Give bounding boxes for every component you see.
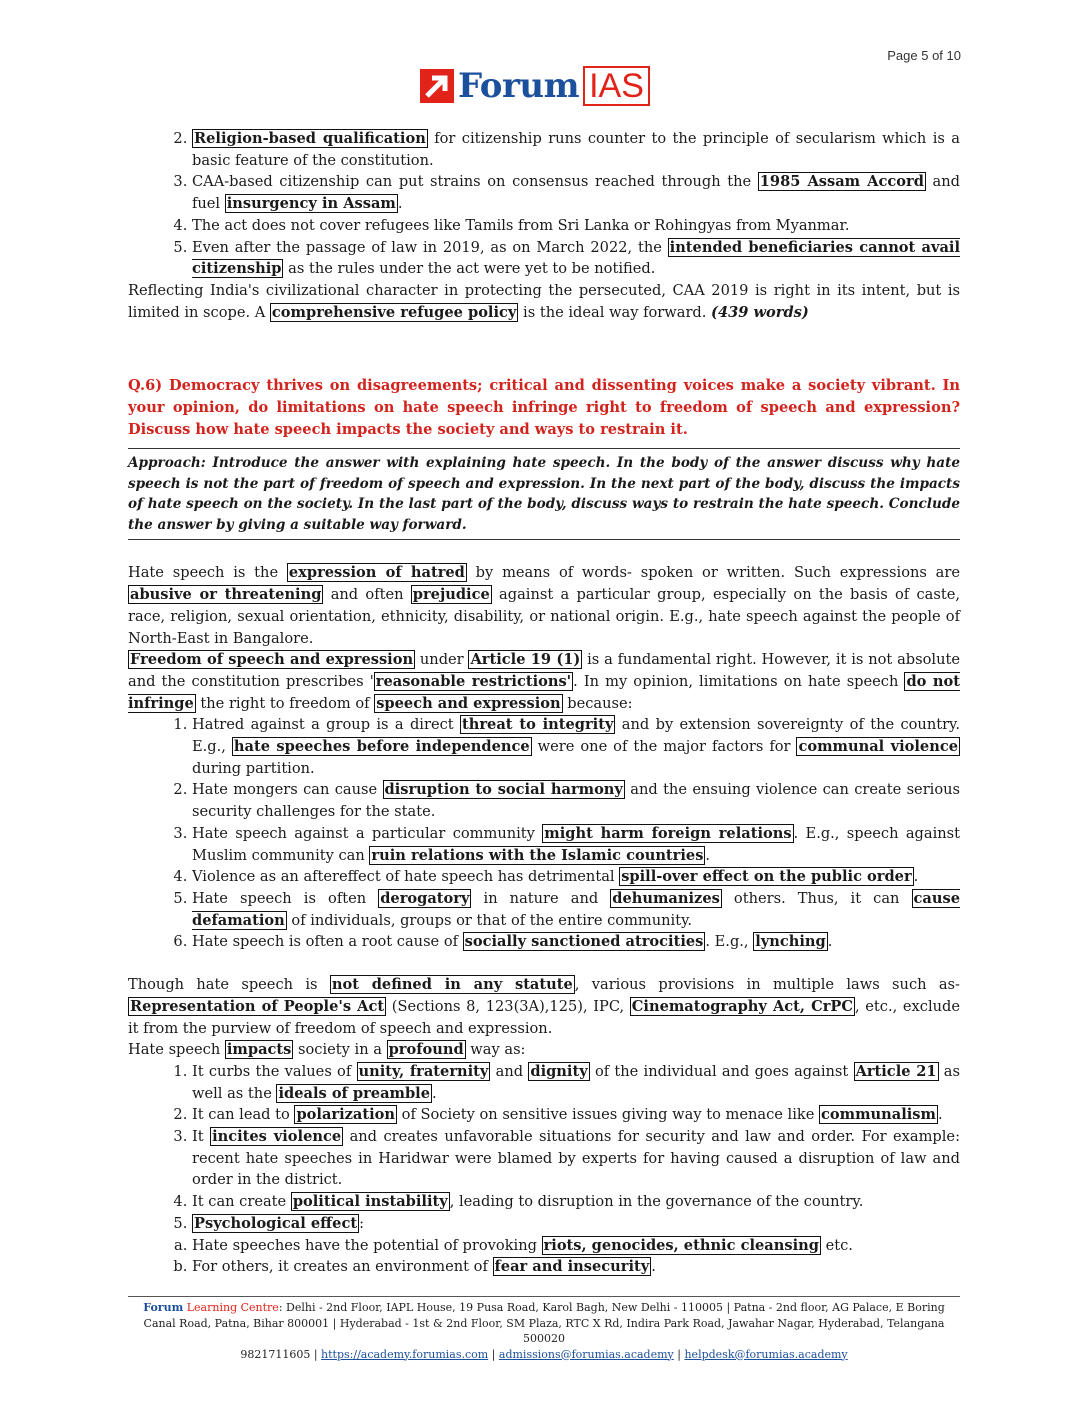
highlighted-term: ruin relations with the Islamic countries (371, 846, 704, 864)
word-count: (439 words) (711, 303, 809, 321)
text-run: and creates unfavorable situations for security and law and order. For example: recent hate speeches in Haridwar were blamed by experts for having caused a disruption of law and order in the district. (192, 1128, 960, 1189)
list-item (192, 1126, 960, 1191)
list-item (192, 1213, 960, 1235)
logo-forum-text: Forum (458, 66, 580, 106)
text-run: and by extension sovereignty of the country. E.g., (192, 716, 961, 756)
text-run: of Society on sensitive issues giving way to menace like (397, 1106, 820, 1124)
helpdesk-email-link[interactable]: helpdesk@forumias.academy (684, 1347, 848, 1361)
text-run: of individuals, groups or that of the entire community. (286, 911, 693, 929)
text-run: . E.g., speech against Muslim community can (192, 824, 960, 864)
list-item: 5. Even after the passage of law in 2019, as on March 2022, the intended beneficiaries cannot avail citizenship as the rules under the act were yet to be notified. (192, 237, 960, 280)
text-run: way as: (465, 1041, 526, 1059)
text-run: of the individual and goes against (589, 1062, 854, 1080)
text-run: Though hate speech is (128, 976, 330, 994)
highlighted-term: Representation of People's Act (130, 997, 385, 1015)
text-run: , leading to disruption in the governance of the country. (449, 1193, 864, 1211)
text-run: . (651, 1258, 656, 1276)
highlighted-term: profound (388, 1041, 464, 1059)
text-run: . (913, 868, 919, 886)
text-run: others. Thus, it can (721, 889, 912, 907)
list-item: 2. Religion-based qualification for citizenship runs counter to the principle of secularism which is a basic feature of the constitution. (192, 128, 960, 171)
highlighted-term: ideals of preamble (278, 1084, 431, 1102)
logo-ias-text: IAS (583, 66, 650, 106)
page-number: Page 5 of 10 (887, 48, 961, 63)
text-run: It curbs the values of (192, 1062, 357, 1080)
list-item (192, 779, 960, 822)
highlighted-term: Article 21 (855, 1062, 937, 1080)
text-run: society in a (293, 1041, 387, 1059)
highlighted-term: communalism (821, 1106, 936, 1124)
text-run: . (937, 1106, 943, 1124)
highlighted-term: not defined in any statute (331, 976, 573, 994)
main-content (128, 128, 960, 1278)
statute-paragraph (128, 974, 960, 1039)
text-run: as well as the (192, 1062, 960, 1102)
list-item (192, 931, 960, 953)
text-run: : (359, 1214, 364, 1232)
list-item (192, 714, 960, 779)
highlighted-term: polarization (296, 1106, 396, 1124)
text-run: . (432, 1084, 437, 1102)
caa-criticism-list (128, 128, 960, 280)
text-run: Hate speech is often a root cause of (192, 933, 463, 951)
list-item (192, 823, 960, 866)
text-run: Violence as an aftereffect of hate speech has detrimental (192, 868, 620, 886)
question-heading: Q.6) Democracy thrives on disagreements; critical and dissenting voices make a society vibrant. In your opinion, do limitations on hate speech infringe right to freedom of speech and expression? Discuss how hate speech impacts the society and ways to restrain it. (128, 377, 960, 438)
highlighted-term: impacts (226, 1041, 292, 1059)
list-item (192, 888, 960, 931)
text-run: in nature and (471, 889, 611, 907)
highlighted-term: Cinematography Act, CrPC (631, 997, 853, 1015)
highlighted-term: political instability (292, 1193, 448, 1211)
highlighted-term: lynching (755, 933, 826, 951)
text-run: Hate mongers can cause (192, 781, 383, 799)
highlighted-term: dignity (530, 1062, 588, 1080)
text-run: and (490, 1062, 529, 1080)
highlighted-term: communal violence (798, 738, 958, 756)
text-run: It can create (192, 1193, 291, 1211)
arrow-icon (420, 69, 454, 103)
highlighted-term: might harm foreign relations (544, 824, 792, 842)
psychological-effects-list (128, 1235, 960, 1278)
impacts-list (128, 1061, 960, 1235)
text-run: Hate speech against a particular community (192, 824, 543, 842)
highlighted-term: disruption to social harmony (384, 781, 623, 799)
highlighted-term: derogatory (380, 889, 470, 907)
list-item (192, 1104, 960, 1126)
text-run: , various provisions in multiple laws such as- (574, 976, 960, 994)
reasons-list (128, 714, 960, 953)
impacts-paragraph (128, 1039, 960, 1061)
highlighted-term: fear and insecurity (494, 1258, 650, 1276)
list-item (192, 1191, 960, 1213)
text-run: . (705, 846, 711, 864)
text-run: Hate speech is often (192, 889, 379, 907)
text-run: It can lead to (192, 1106, 295, 1124)
text-run: Hate speeches have the potential of provoking (192, 1236, 542, 1254)
footer: Forum Learning Centre: Delhi - 2nd Floor, IAPL House, 19 Pusa Road, Karol Bagh, New Delhi - 110005 | Patna - 2nd floor, AG Palace, E Boring Canal Road, Patna, Bihar 800001 | Hyderabad - 1st & 2nd Floor, SM Plaza, RTC X Rd, Indira Park Road, Jawahar Nagar, Hyderabad, Telangana 500020 9821711605 | https://academy.forumias.com | admissions@forumias.academy | helpdesk@forumias.academy (128, 1296, 960, 1362)
highlighted-term: incites violence (212, 1128, 342, 1146)
freedom-paragraph: Freedom of speech and expression under Article 19 (1) is a fundamental right. However, it is not absolute and the constitution prescribes ' reasonable restrictions' . In my opinion, limitations on hate speech do not infringe the right to freedom of speech and expression because: (128, 651, 960, 712)
intro-paragraph: Hate speech is the expression of hatred by means of words- spoken or written. Such expressions are abusive or threatening and often prejudice against a particular group, especially on the basis of caste, race, religion, sexual orientation, ethnicity, disability, or national origin. E.g., hate speech against the people of North-East in Bangalore. (128, 564, 961, 647)
admissions-email-link[interactable]: admissions@forumias.academy (498, 1347, 674, 1361)
text-run: Hate speech (128, 1041, 225, 1059)
highlighted-term: hate speeches before independence (233, 738, 530, 756)
list-item: 4. The act does not cover refugees like Tamils from Sri Lanka or Rohingyas from Myanmar. (192, 215, 960, 237)
approach-box: Approach: Introduce the answer with explaining hate speech. In the body of the answer discuss why hate speech is not the part of freedom of speech and expression. In the next part of the body, discuss the impacts of hate speech on the society. In the last part of the body, discuss ways to restrain the hate speech. Conclude the answer by giving a suitable way forward. (128, 448, 960, 540)
text-run: , etc., exclude it from the purview of freedom of speech and expression. (128, 997, 960, 1037)
list-item (192, 866, 960, 888)
text-run: Hatred against a group is a direct (192, 716, 460, 734)
conclusion-paragraph: Reflecting India's civilizational character in protecting the persecuted, CAA 2019 is right in its intent, but is limited in scope. A comprehensive refugee policy is the ideal way forward. (439 words) (128, 281, 960, 321)
list-item: 3. CAA-based citizenship can put strains on consensus reached through the 1985 Assam Accord and fuel insurgency in Assam . (192, 171, 960, 214)
highlighted-term: socially sanctioned atrocities (464, 933, 704, 951)
text-run: . E.g., (705, 933, 754, 951)
text-run: etc. (820, 1236, 853, 1254)
academy-link[interactable]: https://academy.forumias.com (321, 1347, 489, 1361)
forumias-logo (420, 66, 650, 106)
list-item (192, 1256, 960, 1278)
text-run: For others, it creates an environment of (192, 1258, 493, 1276)
highlighted-term: spill-over effect on the public order (621, 868, 912, 886)
highlighted-term: dehumanizes (612, 889, 720, 907)
highlighted-term: riots, genocides, ethnic cleansing (543, 1236, 819, 1254)
text-run: It (192, 1128, 211, 1146)
highlighted-term: cause defamation (192, 889, 961, 929)
list-item (192, 1235, 960, 1257)
highlighted-term: unity, fraternity (358, 1062, 489, 1080)
text-run: . (827, 933, 833, 951)
text-run: were one of the major factors for (531, 738, 797, 756)
list-item (192, 1061, 960, 1104)
highlighted-term: Psychological effect (194, 1214, 358, 1232)
text-run: during partition. (192, 759, 315, 777)
highlighted-term: threat to integrity (462, 716, 614, 734)
text-run: (Sections 8, 123(3A),125), IPC, (386, 997, 630, 1015)
text-run: and the ensuing violence can create serious security challenges for the state. (192, 781, 961, 821)
